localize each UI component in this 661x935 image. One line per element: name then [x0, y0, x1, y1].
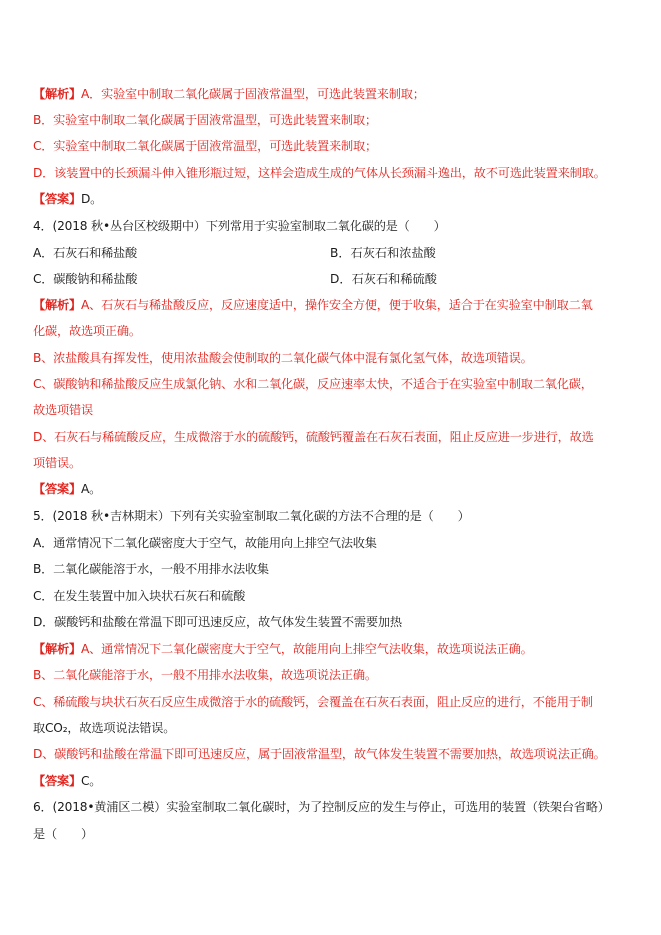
q3-analysis-d: D．该装置中的长颈漏斗伸入锥形瓶过短，这样会造成生成的气体从长颈漏斗逸出，故不可选此装置来制取。 — [33, 166, 606, 180]
q5-stem: 5．(2018 秋•吉林期末）下列有关实验室制取二氧化碳的方法不合理的是（ ） — [33, 509, 470, 523]
q4-analysis-c: C、碳酸钠和稀盐酸反应生成氯化钠、水和二氧化碳，反应速率太快，不适合于在实验室中制取二氧化碳， — [33, 377, 593, 391]
q4-analysis-a-cont: 化碳，故选项正确。 — [33, 324, 141, 338]
q5-analysis-a: 【解析】A、通常情况下二氧化碳密度大于空气，故能用向上排空气法收集，故选项说法正确。 — [33, 642, 533, 656]
q5-option-d: D．碳酸钙和盐酸在常温下即可迅速反应，故气体发生装置不需要加热 — [33, 615, 402, 629]
answer-tag: 【答案】 — [33, 482, 81, 496]
q4-stem: 4．(2018 秋•丛台区校级期中）下列常用于实验室制取二氧化碳的是（ ） — [33, 219, 446, 233]
q5-answer: 【答案】C。 — [33, 774, 102, 788]
q4-option-d: D．石灰石和稀硫酸 — [330, 272, 437, 286]
q5-analysis-c: C、稀硫酸与块状石灰石反应生成微溶于水的硫酸钙，会覆盖在石灰石表面，阻止反应的进行，不能用于制 — [33, 695, 593, 709]
q5-option-a: A．通常情况下二氧化碳密度大于空气，故能用向上排空气法收集 — [33, 536, 377, 550]
q4-option-c: C．碳酸钠和稀盐酸 — [33, 272, 138, 286]
q5-option-c: C．在发生装置中加入块状石灰石和硫酸 — [33, 589, 246, 603]
q3-analysis-a: 【解析】A．实验室中制取二氧化碳属于固液常温型，可选此装置来制取； — [33, 87, 425, 101]
answer-tag: 【答案】 — [33, 774, 81, 788]
q4-analysis-d-cont: 项错误。 — [33, 456, 81, 470]
analysis-tag: 【解析】 — [33, 298, 81, 312]
q5-analysis-b: B、二氧化碳能溶于水，一般不用排水法收集，故选项说法正确。 — [33, 668, 377, 682]
q4-option-b: B．石灰石和浓盐酸 — [330, 246, 436, 260]
q3-analysis-c: C．实验室中制取二氧化碳属于固液常温型，可选此装置来制取； — [33, 139, 377, 153]
q4-option-a: A．石灰石和稀盐酸 — [33, 246, 138, 260]
q6-stem: 6．(2018•黄浦区二模）实验室制取二氧化碳时，为了控制反应的发生与停止，可选用的装置（铁架台省略） — [33, 800, 610, 814]
q3-answer: 【答案】D。 — [33, 192, 103, 206]
q6-stem-cont: 是（ ） — [33, 827, 93, 841]
q4-analysis-a: 【解析】A、石灰石与稀盐酸反应，反应速度适中，操作安全方便，便于收集，适合于在实验室中制取二氧 — [33, 298, 593, 312]
q4-analysis-d: D、石灰石与稀硫酸反应，生成微溶于水的硫酸钙，硫酸钙覆盖在石灰石表面，阻止反应进一步进行，故选 — [33, 430, 594, 444]
q5-analysis-d: D、碳酸钙和盐酸在常温下即可迅速反应，属于固液常温型，故气体发生装置不需要加热，故选项说法正确。 — [33, 747, 606, 761]
answer-tag: 【答案】 — [33, 192, 81, 206]
analysis-tag: 【解析】 — [33, 642, 81, 656]
q3-analysis-b: B．实验室中制取二氧化碳属于固液常温型，可选此装置来制取； — [33, 113, 377, 127]
q4-analysis-c-cont: 故选项错误 — [33, 403, 93, 417]
q5-option-b: B．二氧化碳能溶于水，一般不用排水法收集 — [33, 562, 269, 576]
q5-analysis-c-cont: 取CO₂，故选项说法错误。 — [33, 721, 176, 735]
analysis-tag: 【解析】 — [33, 87, 81, 101]
q4-analysis-b: B、浓盐酸具有挥发性，使用浓盐酸会使制取的二氧化碳气体中混有氯化氢气体，故选项错误。 — [33, 351, 533, 365]
q4-answer: 【答案】A。 — [33, 482, 102, 496]
